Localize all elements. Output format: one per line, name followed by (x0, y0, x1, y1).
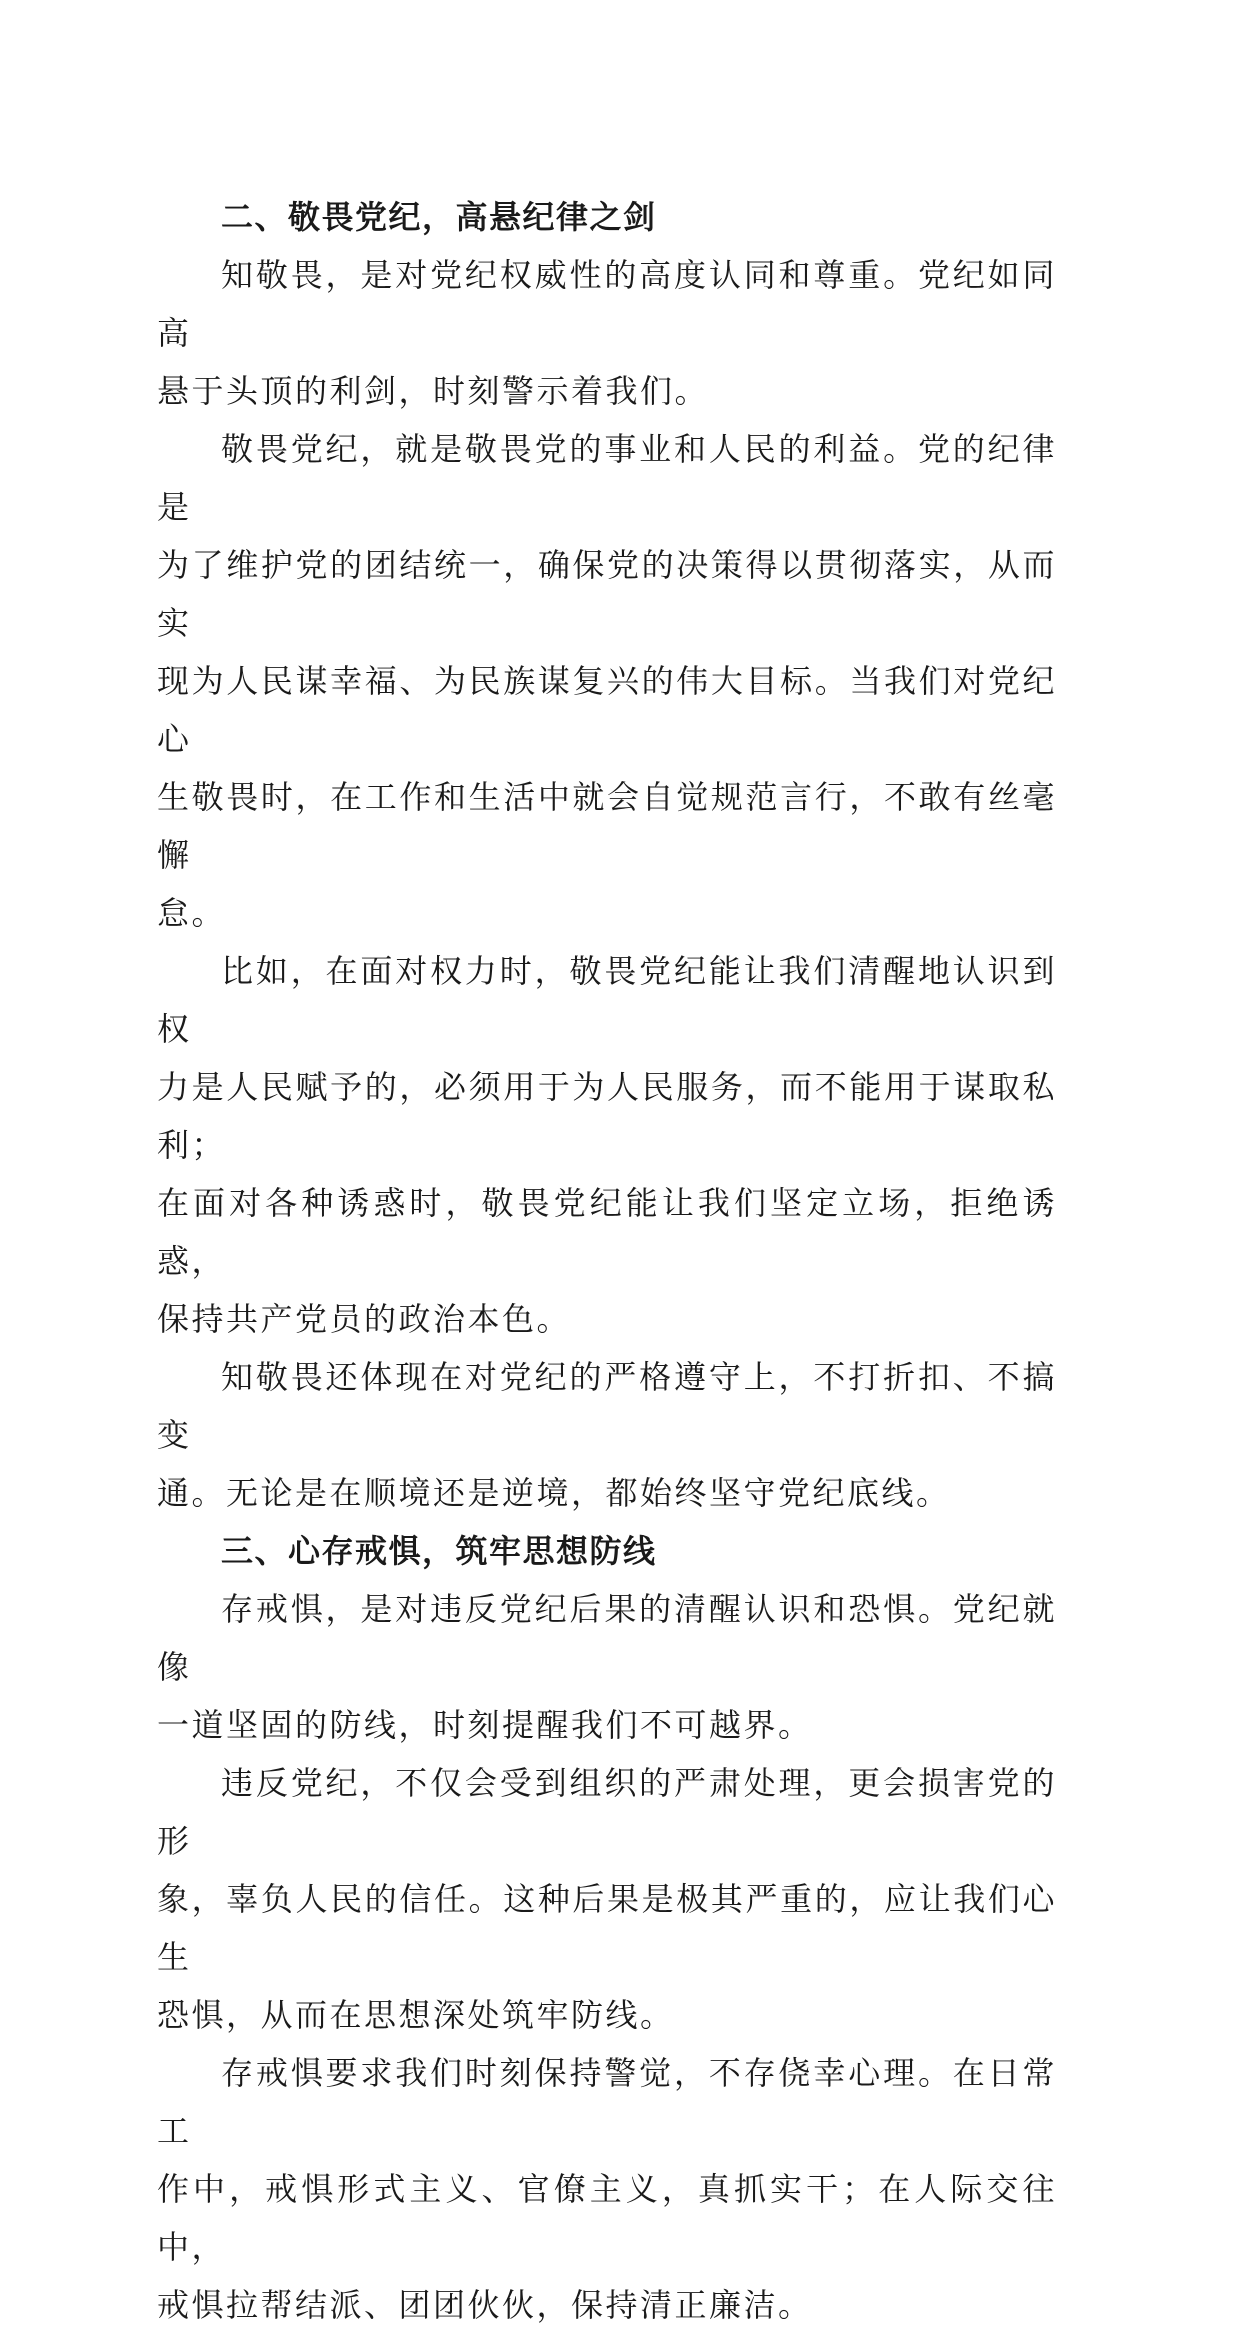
paragraph-2: 敬畏党纪，就是敬畏党的事业和人民的利益。党的纪律是 为了维护党的团结统一，确保党的决策得以贯彻落实，从而实 现为人民谋幸福、为民族谋复兴的伟大目标。当我们对党纪心 生敬畏时，在工作和生活中就会自觉规范言行，不敢有丝毫懈 怠。 (157, 430, 1057, 932)
paragraph-3: 比如，在面对权力时，敬畏党纪能让我们清醒地认识到权 力是人民赋予的，必须用于为人民服务，而不能用于谋取私利； 在面对各种诱惑时，敬畏党纪能让我们坚定立场，拒绝诱惑， 保持共产党员的政治本色。 (157, 952, 1057, 1338)
document-page (157, 188, 1057, 2334)
paragraph-7: 存戒惧要求我们时刻保持警觉，不存侥幸心理。在日常工 作中，戒惧形式主义、官僚主义，真抓实干；在人际交往中， 戒惧拉帮结派、团团伙伙，保持清正廉洁。 (157, 2054, 1057, 2324)
section-heading-3: 三、心存戒惧，筑牢思想防线 (221, 1532, 657, 1570)
paragraph-5: 存戒惧，是对违反党纪后果的清醒认识和恐惧。党纪就像 一道坚固的防线，时刻提醒我们不可越界。 (157, 1590, 1057, 1744)
section-heading-2: 二、敬畏党纪，高悬纪律之剑 (221, 198, 657, 236)
paragraph-4: 知敬畏还体现在对党纪的严格遵守上，不打折扣、不搞变 通。无论是在顺境还是逆境，都始终坚守党纪底线。 (157, 1358, 1057, 1512)
paragraph-6: 违反党纪，不仅会受到组织的严肃处理，更会损害党的形 象，辜负人民的信任。这种后果是极其严重的，应让我们心生 恐惧，从而在思想深处筑牢防线。 (157, 1764, 1057, 2034)
paragraph-1: 知敬畏，是对党纪权威性的高度认同和尊重。党纪如同高 悬于头顶的利剑，时刻警示着我们。 (157, 256, 1057, 410)
